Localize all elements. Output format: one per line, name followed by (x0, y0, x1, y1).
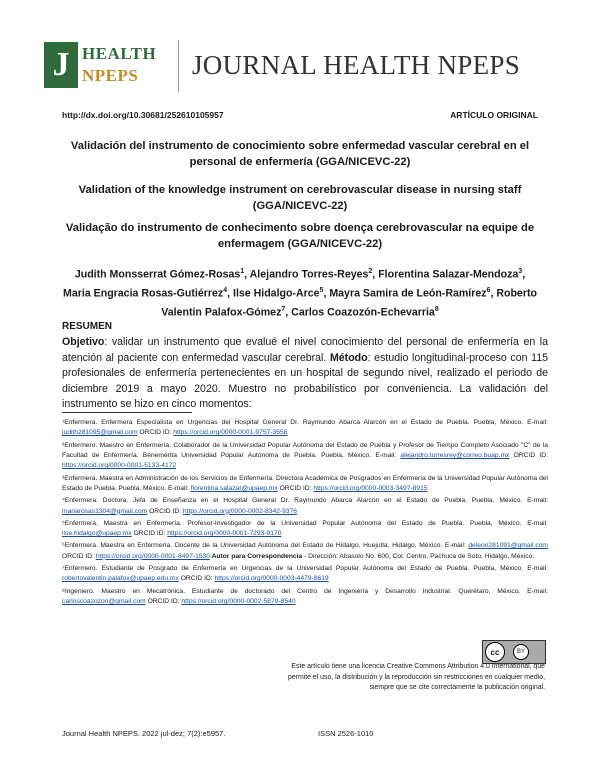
logo-npeps-text: NPEPS (82, 66, 139, 85)
orcid-label: ORCID ID: (137, 429, 174, 437)
footnotes (62, 418, 548, 609)
corresponding-address: - Dirección: Abasolo No. 600, Col. Centro, Pachuca de Soto, Hidalgo, México. (302, 552, 535, 560)
author-affiliation-mark: 7 (281, 306, 286, 314)
footnote-email-link[interactable]: alejandro.torresrey@correo.buap.mx (400, 452, 510, 460)
orcid-label: ORCID ID: (147, 507, 183, 515)
cc-icon: cc (485, 642, 505, 662)
footnote-text: ²Enfermero. Maestro en Enfermería. Colaborador de la Universidad Popular Autónoma del Estado de Puebla y Profesor de Tiempo Completo Asociado "C" de la Facultad de Enfermería. Benemérita Universidad Popular Autónoma de Puebla. Puebla, México. E-mail: (62, 441, 548, 460)
author-list (62, 264, 538, 321)
footnote-text: ⁴Enfermera. Doctora. Jefa de Enseñanza en el Hospital General Dr. Raymundo Abarca Alarcón en el Estado de Puebla. Puebla, México. E-mail: (62, 497, 548, 505)
footnote (62, 474, 548, 495)
header-divider (178, 40, 179, 92)
objective-text: : validar un instrumento que evalué el nivel conocimiento del personal de enfermería en la atención al paciente con enfermedad vascular cerebral. (62, 336, 548, 364)
author-affiliation-mark: 8 (434, 306, 439, 314)
orcid-link[interactable]: https://orcid.org/0000-0002-5879-8540 (181, 598, 296, 606)
footnote-text: ⁸Ingeniero. Maestro en Mecatrónica. Estudiante de doctorado del Centro de Ingeniería y Desarrollo Industrial. Querétaro, México. E-mail: (62, 587, 548, 595)
orcid-label: ORCID ID: (277, 485, 314, 493)
footer-issn: ISSN 2526-1010 (318, 729, 374, 738)
footnote (62, 496, 548, 517)
footnote-email-link[interactable]: mariarosas1304@gmail.com (62, 507, 148, 515)
doi-link[interactable]: http://dx.doi.org/10.30681/252610105957 (62, 110, 224, 120)
orcid-link[interactable]: https://orcid.org/0000-0003-4479-8619 (214, 575, 329, 583)
journal-logo (44, 42, 164, 90)
logo-letter-j: J (44, 42, 78, 88)
footnote-text: ⁷Enfermero. Estudiante de Posgrado de Enfermería en Urgencias de la Universidad Popular Autónoma del Estado de Puebla. Puebla, México. E-mail: (62, 565, 548, 573)
author-separator: , (285, 306, 292, 319)
footnote-text: ³Enfermera. Maestra en Administración de los Servicios de Enfermería. Directora Académica de Posgrados en Enfermería de la Universidad Popular Autónoma del Estado de Puebla. Puebla, México. E-mail: (62, 474, 548, 493)
footnote-email-link[interactable]: robertovalentin.palafox@upaep.edu.mx (62, 575, 179, 583)
author-name: Roberto Valentin Palafox-Gómez (161, 287, 537, 319)
title-spanish: Validación del instrumento de conocimiento sobre enfermedad vascular cerebral en el personal de enfermería (GGA/NICEVC-22) (70, 140, 530, 168)
footnote-email-link[interactable]: deleon281091@gmail.com (468, 542, 548, 550)
author-separator: , (323, 287, 330, 300)
footnote (62, 441, 548, 472)
orcid-link[interactable]: https://orcid.org/0000-0001-5133-4172 (62, 462, 177, 470)
author-name: Judith Monsserrat Gómez-Rosas (74, 268, 241, 281)
orcid-link[interactable]: https://orcid.org/0000-0001-9757-3558 (173, 429, 288, 437)
orcid-link[interactable]: https://orcid.org/0000-0001-7293-9170 (167, 530, 282, 538)
orcid-link[interactable]: https://orcid.org/0000-0001-8497-1530 (95, 552, 210, 560)
footnote (62, 418, 548, 439)
license-text: Este artículo tiene una licencia Creative Commons Attribution 4.0 International, que permite el uso, la distribución y la reproducción sin restricciones en cualquier medio, siempre que se cite correctamente la publicación original. (288, 663, 545, 692)
footnote (62, 541, 548, 562)
author-affiliation-mark: 4 (223, 287, 228, 295)
author-affiliation-mark: 2 (368, 268, 373, 275)
orcid-label: ORCID ID: (131, 530, 168, 538)
abstract-body (62, 335, 548, 413)
footnote-text: ⁵Enfermera. Maestra en Enfermería. Profesor-Investigador de la Universidad Popular Autónoma del Estado de Puebla. Puebla, México. E-mail: (62, 519, 548, 527)
orcid-link[interactable]: https://orcid.org/0000-0003-3497-8915 (313, 485, 428, 493)
author-name: Ilse Hidalgo-Arce (233, 287, 320, 300)
corresponding-author-label: Autor para Correspondencia (209, 552, 303, 560)
author-separator: , (372, 268, 379, 281)
author-affiliation-mark: 3 (518, 268, 523, 275)
author-name: Maria Engracia Rosas-Gutiérrez (63, 287, 224, 300)
footer-citation: Journal Health NPEPS. 2022 jul-dez; 7(2):e5957. (62, 729, 226, 738)
author-affiliation-mark: 1 (240, 268, 245, 275)
footnote (62, 519, 548, 540)
footnote-email-link[interactable]: florentina.salazar@upaep.mx (190, 485, 278, 493)
author-name: Carlos Coazozón-Echevarria (291, 306, 435, 319)
author-separator: , (227, 287, 233, 300)
author-affiliation-mark: 6 (486, 287, 491, 295)
abstract-heading: RESUMEN (62, 321, 113, 332)
logo-health-text: HEALTH (82, 44, 157, 63)
footnote-rule (62, 412, 192, 413)
footnote (62, 587, 548, 608)
method-text: : estudio longitudinal-proceso con 115 profesionales de enfermería pertenecientes en un hospital de segundo nivel, realizado el periodo de diciembre 2019 a mayo 2020. Muestro no probabilístico por conveniencia. La validación del instrumento se hizo en cinco momentos: (62, 351, 548, 410)
orcid-label: ORCID ID: (178, 575, 215, 583)
method-label: Método (329, 351, 368, 364)
footnote (62, 564, 548, 585)
cc-by-license-badge[interactable] (482, 640, 546, 664)
title-english: Validation of the knowledge instrument on cerebrovascular disease in nursing staff (GGA/NICEVC-22) (78, 184, 522, 212)
article-type: ARTÍCULO ORIGINAL (450, 110, 538, 120)
orcid-label: ORCID ID: (145, 598, 182, 606)
orcid-link[interactable]: https://orcid.org/0000-0002-8342-9376 (182, 507, 298, 515)
footnote-email-link[interactable]: ilse.hidalgo@upaep.mx (62, 530, 132, 538)
author-separator: , (244, 268, 250, 281)
author-name: Florentina Salazar-Mendoza (378, 268, 519, 281)
orcid-label: ORCID ID: (509, 452, 548, 460)
orcid-label: ORCID ID: (62, 552, 96, 560)
author-separator: , (490, 287, 497, 300)
footnote-email-link[interactable]: carloscoazozon@gmail.com (62, 598, 146, 606)
author-name: Mayra Samira de León-Ramírez (329, 287, 487, 300)
objective-label: Objetivo (62, 336, 105, 348)
journal-header (44, 38, 564, 94)
author-affiliation-mark: 5 (319, 287, 324, 295)
title-portuguese: Validação do instrumento de conhecimento sobre doença cerebrovascular na equipe de enfermagem (GGA/NICEVC-22) (65, 222, 535, 250)
author-name: Alejandro Torres-Reyes (249, 268, 369, 281)
journal-name: JOURNAL HEALTH NPEPS (192, 50, 521, 80)
footnote-text: ¹Enfermera. Enfermera Especialista en Urgencias del Hospital General Dr. Raymundo Abarca Alarcón en el Estado de Puebla. Puebla, México. E-mail: (62, 419, 548, 426)
footnote-text: ⁶Enfermera. Maestra en Enfermería. Docente de la Universidad Autónoma del Estado de Hidalgo. Huejutla, Hidalgo, México. E-mail: (62, 542, 469, 550)
by-icon: BY (513, 644, 529, 660)
author-separator: , (522, 268, 526, 281)
footnote-email-link[interactable]: judith281095@gmail.com (62, 429, 138, 437)
